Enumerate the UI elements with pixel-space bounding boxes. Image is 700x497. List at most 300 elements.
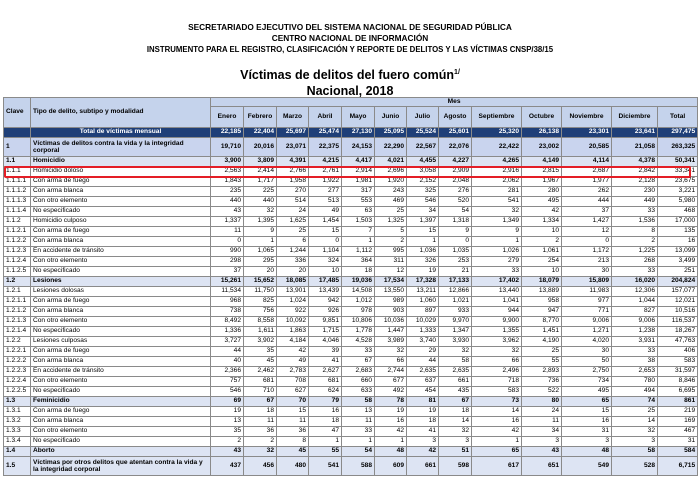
row-total-cell: 47,763 <box>658 337 698 347</box>
row-clave <box>4 128 31 138</box>
row-month-cell: 1,922 <box>309 177 342 187</box>
row-clave: 1.2 <box>4 277 31 287</box>
table-row <box>4 197 698 207</box>
row-month-cell: 74 <box>612 397 658 407</box>
row-month-cell: 4,227 <box>439 157 472 167</box>
row-month-cell: 18 <box>309 417 342 427</box>
table-row <box>4 247 698 257</box>
row-month-cell: 1,625 <box>277 217 309 227</box>
row-month-cell: 37 <box>562 207 612 217</box>
row-month-cell: 1 <box>472 237 522 247</box>
row-month-cell: 22,404 <box>244 128 277 138</box>
row-month-cell: 1,333 <box>407 327 439 337</box>
row-month-cell: 1,611 <box>244 327 277 337</box>
row-month-cell: 1,717 <box>244 177 277 187</box>
row-month-cell: 336 <box>277 257 309 267</box>
row-total-cell: 406 <box>658 347 698 357</box>
table-row <box>4 157 698 167</box>
row-month-cell: 736 <box>522 377 562 387</box>
table-row <box>4 407 698 417</box>
row-month-cell: 324 <box>309 257 342 267</box>
row-month-cell: 19 <box>211 407 244 417</box>
row-month-cell: 710 <box>244 387 277 397</box>
row-month-cell: 1,065 <box>244 247 277 257</box>
row-month-cell: 47 <box>309 427 342 437</box>
row-month-cell: 2,462 <box>244 367 277 377</box>
row-month-cell: 1,536 <box>612 217 658 227</box>
row-clave: 1.3.2 <box>4 417 31 427</box>
row-month-cell: 49 <box>277 357 309 367</box>
row-month-cell: 549 <box>562 457 612 476</box>
row-clave: 1 <box>4 138 31 157</box>
row-month-cell: 1,325 <box>375 217 407 227</box>
row-description: Con arma de fuego <box>31 297 211 307</box>
row-total-cell: 468 <box>658 207 698 217</box>
row-month-cell: 20,585 <box>562 138 612 157</box>
row-total-cell: 8,846 <box>658 377 698 387</box>
row-month-cell: 553 <box>342 197 375 207</box>
row-month-cell: 2,687 <box>562 167 612 177</box>
row-month-cell: 528 <box>612 457 658 476</box>
row-month-cell: 311 <box>375 257 407 267</box>
row-month-cell: 495 <box>522 197 562 207</box>
row-month-cell: 1,337 <box>211 217 244 227</box>
row-total-cell: 18,267 <box>658 327 698 337</box>
row-month-cell: 469 <box>375 197 407 207</box>
row-month-cell: 7 <box>342 227 375 237</box>
row-month-cell: 11,983 <box>562 287 612 297</box>
row-month-cell: 1 <box>407 237 439 247</box>
row-month-cell: 43 <box>211 447 244 457</box>
row-month-cell: 1,172 <box>562 247 612 257</box>
row-month-cell: 49 <box>309 207 342 217</box>
row-month-cell: 35 <box>211 427 244 437</box>
row-month-cell: 2,683 <box>342 367 375 377</box>
row-description: Lesiones culposas <box>31 337 211 347</box>
row-month-cell: 20 <box>277 267 309 277</box>
row-month-cell: 34 <box>407 207 439 217</box>
row-month-cell: 449 <box>612 197 658 207</box>
row-month-cell: 43 <box>211 207 244 217</box>
row-month-cell: 1,447 <box>375 327 407 337</box>
row-month-cell: 30 <box>562 347 612 357</box>
row-month-cell: 1,843 <box>211 177 244 187</box>
row-clave: 1.2.2.1 <box>4 347 31 357</box>
row-month-cell: 78 <box>375 397 407 407</box>
row-month-cell: 32 <box>244 207 277 217</box>
row-month-cell: 2,750 <box>562 367 612 377</box>
row-month-cell: 541 <box>309 457 342 476</box>
row-month-cell: 66 <box>472 357 522 367</box>
row-month-cell: 42 <box>407 447 439 457</box>
row-month-cell: 3 <box>522 437 562 447</box>
row-month-cell: 9,900 <box>472 317 522 327</box>
row-month-cell: 9,006 <box>612 317 658 327</box>
row-month-cell: 262 <box>562 187 612 197</box>
row-month-cell: 69 <box>211 397 244 407</box>
row-month-cell: 8,770 <box>522 317 562 327</box>
row-month-cell: 926 <box>309 307 342 317</box>
row-month-cell: 2,815 <box>522 167 562 177</box>
row-month-cell: 22,422 <box>472 138 522 157</box>
row-month-cell: 58 <box>342 397 375 407</box>
month-header: Noviembre <box>562 107 612 128</box>
row-month-cell: 23,641 <box>612 128 658 138</box>
row-month-cell: 17,402 <box>472 277 522 287</box>
row-description: Con arma de fuego <box>31 347 211 357</box>
row-month-cell: 325 <box>407 187 439 197</box>
row-total-cell: 23,675 <box>658 177 698 187</box>
row-month-cell: 520 <box>439 197 472 207</box>
row-month-cell: 58 <box>439 357 472 367</box>
row-month-cell: 933 <box>439 307 472 317</box>
row-month-cell: 10,036 <box>375 317 407 327</box>
row-month-cell: 27,130 <box>342 128 375 138</box>
row-month-cell: 2,128 <box>612 177 658 187</box>
row-description: No especificado <box>31 207 211 217</box>
row-month-cell: 65 <box>562 397 612 407</box>
row-month-cell: 18 <box>407 417 439 427</box>
row-month-cell: 18,079 <box>522 277 562 287</box>
row-month-cell: 1,981 <box>342 177 375 187</box>
row-month-cell: 23,301 <box>562 128 612 138</box>
row-month-cell: 18 <box>439 407 472 417</box>
month-header: Octubre <box>522 107 562 128</box>
row-month-cell: 10,806 <box>342 317 375 327</box>
row-month-cell: 827 <box>612 307 658 317</box>
row-month-cell: 494 <box>612 387 658 397</box>
row-month-cell: 2,914 <box>342 167 375 177</box>
row-month-cell: 771 <box>562 307 612 317</box>
row-month-cell: 12 <box>562 227 612 237</box>
row-total-cell: 297,475 <box>658 128 698 138</box>
row-month-cell: 54 <box>342 447 375 457</box>
row-total-cell: 169 <box>658 417 698 427</box>
row-month-cell: 38 <box>612 357 658 367</box>
row-month-cell: 444 <box>562 197 612 207</box>
row-month-cell: 583 <box>472 387 522 397</box>
row-month-cell: 12,866 <box>439 287 472 297</box>
row-description: Con arma de fuego <box>31 177 211 187</box>
table-row <box>4 367 698 377</box>
row-month-cell: 25 <box>612 407 658 417</box>
row-month-cell: 15 <box>277 407 309 417</box>
row-month-cell: 1,061 <box>522 247 562 257</box>
row-month-cell: 756 <box>244 307 277 317</box>
row-month-cell: 738 <box>211 307 244 317</box>
row-total-cell: 861 <box>658 397 698 407</box>
row-month-cell: 588 <box>342 457 375 476</box>
row-month-cell: 2,744 <box>375 367 407 377</box>
row-description: Aborto <box>31 447 211 457</box>
row-month-cell: 3 <box>612 437 658 447</box>
row-month-cell: 63 <box>342 207 375 217</box>
row-month-cell: 20,016 <box>244 138 277 157</box>
row-total-cell: 219 <box>658 407 698 417</box>
header-agency: SECRETARIADO EJECUTIVO DEL SISTEMA NACIONAL DE SEGURIDAD PÚBLICA <box>188 22 512 32</box>
row-month-cell: 25,320 <box>472 128 522 138</box>
row-month-cell: 4,417 <box>342 157 375 167</box>
table-row <box>4 327 698 337</box>
row-clave: 1.3 <box>4 397 31 407</box>
row-clave: 1.5 <box>4 457 31 476</box>
row-month-cell: 440 <box>244 197 277 207</box>
row-clave: 1.2.1 <box>4 287 31 297</box>
row-clave: 1.1.2.2 <box>4 237 31 247</box>
row-month-cell: 624 <box>309 387 342 397</box>
row-month-cell: 270 <box>277 187 309 197</box>
row-month-cell: 33 <box>612 347 658 357</box>
row-total-cell: 3,221 <box>658 187 698 197</box>
row-description: Lesiones <box>31 277 211 287</box>
row-month-cell: 17,133 <box>439 277 472 287</box>
row-month-cell: 4,149 <box>522 157 562 167</box>
row-month-cell: 1 <box>342 237 375 247</box>
month-header: Febrero <box>244 107 277 128</box>
row-description: Homicidio <box>31 157 211 167</box>
row-month-cell: 2,048 <box>439 177 472 187</box>
row-month-cell: 2,893 <box>522 367 562 377</box>
row-month-cell: 903 <box>375 307 407 317</box>
row-month-cell: 661 <box>439 377 472 387</box>
row-month-cell: 25,474 <box>309 128 342 138</box>
row-month-cell: 2,062 <box>472 177 522 187</box>
row-month-cell: 1,026 <box>472 247 522 257</box>
row-month-cell: 15,809 <box>562 277 612 287</box>
row-month-cell: 33 <box>472 267 522 277</box>
row-month-cell: 2 <box>375 237 407 247</box>
row-month-cell: 0 <box>562 237 612 247</box>
row-total-cell: 6,695 <box>658 387 698 397</box>
month-header: Agosto <box>439 107 472 128</box>
row-clave: 1.2.1.3 <box>4 317 31 327</box>
header-center: CENTRO NACIONAL DE INFORMACIÓN <box>271 33 429 43</box>
row-month-cell: 8 <box>612 227 658 237</box>
row-month-cell: 42 <box>472 427 522 437</box>
row-month-cell: 1,778 <box>342 327 375 337</box>
row-month-cell: 495 <box>562 387 612 397</box>
row-month-cell: 9,851 <box>309 317 342 327</box>
row-month-cell: 2,653 <box>612 367 658 377</box>
row-clave: 1.2.2.4 <box>4 377 31 387</box>
row-month-cell: 10,092 <box>277 317 309 327</box>
row-month-cell: 0 <box>309 237 342 247</box>
table-row <box>4 387 698 397</box>
row-month-cell: 45 <box>277 447 309 457</box>
row-total-cell: 17,000 <box>658 217 698 227</box>
month-header: Abril <box>309 107 342 128</box>
row-month-cell: 22,290 <box>375 138 407 157</box>
row-month-cell: 4,528 <box>342 337 375 347</box>
row-month-cell: 79 <box>309 397 342 407</box>
row-month-cell: 1,225 <box>612 247 658 257</box>
row-total-cell: 31,597 <box>658 367 698 377</box>
row-month-cell: 4,215 <box>309 157 342 167</box>
table-row <box>4 128 698 138</box>
row-month-cell: 326 <box>407 257 439 267</box>
row-clave: 1.2.1.2 <box>4 307 31 317</box>
row-clave: 1.3.3 <box>4 427 31 437</box>
table-row <box>4 237 698 247</box>
row-month-cell: 633 <box>342 387 375 397</box>
row-month-cell: 37 <box>211 267 244 277</box>
row-month-cell: 718 <box>472 377 522 387</box>
tipo-header: Tipo de delito, subtipo y modalidad <box>31 98 211 128</box>
row-month-cell: 25,524 <box>407 128 439 138</box>
row-month-cell: 2,766 <box>277 167 309 177</box>
row-month-cell: 13,440 <box>472 287 522 297</box>
row-month-cell: 627 <box>277 387 309 397</box>
row-month-cell: 13 <box>342 407 375 417</box>
row-month-cell: 22,567 <box>407 138 439 157</box>
row-month-cell: 995 <box>375 247 407 257</box>
row-month-cell: 1 <box>309 437 342 447</box>
row-month-cell: 977 <box>562 297 612 307</box>
table-row <box>4 377 698 387</box>
row-month-cell: 20 <box>244 267 277 277</box>
row-month-cell: 922 <box>277 307 309 317</box>
row-month-cell: 2,627 <box>309 367 342 377</box>
table-row <box>4 337 698 347</box>
row-month-cell: 33 <box>342 427 375 437</box>
row-month-cell: 546 <box>211 387 244 397</box>
row-clave: 1.1.1.3 <box>4 197 31 207</box>
row-description: Con arma de fuego <box>31 407 211 417</box>
row-month-cell: 1,347 <box>439 327 472 337</box>
report-title <box>0 68 700 82</box>
month-header: Mayo <box>342 107 375 128</box>
row-month-cell: 2,414 <box>244 167 277 177</box>
row-month-cell: 295 <box>244 257 277 267</box>
table-row <box>4 287 698 297</box>
row-month-cell: 31 <box>562 427 612 437</box>
row-total-cell: 6,715 <box>658 457 698 476</box>
row-month-cell: 1,395 <box>244 217 277 227</box>
row-month-cell: 989 <box>375 297 407 307</box>
row-month-cell: 1,104 <box>309 247 342 257</box>
row-month-cell: 456 <box>244 457 277 476</box>
row-month-cell: 4,190 <box>522 337 562 347</box>
row-month-cell: 13,439 <box>309 287 342 297</box>
row-month-cell: 67 <box>439 397 472 407</box>
header-instrument: INSTRUMENTO PARA EL REGISTRO, CLASIFICACIÓN Y REPORTE DE DELITOS Y LAS VÍCTIMAS CNSP/38/15 <box>146 45 554 54</box>
row-month-cell: 6 <box>277 237 309 247</box>
row-clave: 1.2.2 <box>4 337 31 347</box>
row-month-cell: 25,697 <box>277 128 309 138</box>
row-description: En accidente de tránsito <box>31 367 211 377</box>
row-month-cell: 55 <box>522 357 562 367</box>
row-month-cell: 32 <box>612 427 658 437</box>
row-description: No especificado <box>31 267 211 277</box>
row-month-cell: 11,534 <box>211 287 244 297</box>
row-description: Homicidio doloso <box>31 167 211 177</box>
row-month-cell: 16 <box>375 417 407 427</box>
row-description: Víctimas de delitos contra la vida y la integridad corporal <box>31 138 211 157</box>
row-month-cell: 1,397 <box>407 217 439 227</box>
row-clave: 1.1.2.1 <box>4 227 31 237</box>
row-description: Lesiones dolosas <box>31 287 211 297</box>
row-month-cell: 8,492 <box>211 317 244 327</box>
row-month-cell: 277 <box>309 187 342 197</box>
row-month-cell: 29 <box>407 347 439 357</box>
row-month-cell: 16 <box>472 417 522 427</box>
row-month-cell: 3,962 <box>472 337 522 347</box>
table-row <box>4 267 698 277</box>
victims-table <box>3 97 698 476</box>
row-month-cell: 522 <box>522 387 562 397</box>
row-month-cell: 17,534 <box>375 277 407 287</box>
row-month-cell: 598 <box>439 457 472 476</box>
row-month-cell: 661 <box>407 457 439 476</box>
row-month-cell: 1,336 <box>211 327 244 337</box>
table-row <box>4 317 698 327</box>
row-clave: 1.2.2.5 <box>4 387 31 397</box>
row-month-cell: 11 <box>244 417 277 427</box>
row-month-cell: 897 <box>407 307 439 317</box>
month-header: Septiembre <box>472 107 522 128</box>
row-month-cell: 225 <box>244 187 277 197</box>
row-month-cell: 9 <box>439 227 472 237</box>
row-month-cell: 276 <box>439 187 472 197</box>
row-month-cell: 1,427 <box>562 217 612 227</box>
row-month-cell: 1,238 <box>612 327 658 337</box>
row-month-cell: 15,261 <box>211 277 244 287</box>
row-month-cell: 15,652 <box>244 277 277 287</box>
row-month-cell: 2 <box>211 437 244 447</box>
row-month-cell: 253 <box>439 257 472 267</box>
row-description: Con arma blanca <box>31 357 211 367</box>
row-month-cell: 32 <box>439 427 472 437</box>
row-description: No especificado <box>31 437 211 447</box>
row-month-cell: 9 <box>244 227 277 237</box>
row-month-cell: 51 <box>439 447 472 457</box>
row-month-cell: 2,635 <box>439 367 472 377</box>
row-total-cell: 584 <box>658 447 698 457</box>
month-header: Diciembre <box>612 107 658 128</box>
row-month-cell: 4,020 <box>562 337 612 347</box>
row-month-cell: 1,036 <box>407 247 439 257</box>
row-month-cell: 1,977 <box>562 177 612 187</box>
row-month-cell: 33 <box>342 347 375 357</box>
row-total-cell: 583 <box>658 357 698 367</box>
table-row <box>4 257 698 267</box>
row-clave: 1.3.4 <box>4 437 31 447</box>
row-month-cell: 1 <box>375 437 407 447</box>
row-total-cell: 135 <box>658 227 698 237</box>
row-description: Con otro elemento <box>31 427 211 437</box>
row-month-cell: 43 <box>522 447 562 457</box>
row-description: No especificado <box>31 327 211 337</box>
row-month-cell: 15 <box>562 407 612 417</box>
row-month-cell: 440 <box>211 197 244 207</box>
table-row <box>4 167 698 177</box>
row-month-cell: 24 <box>522 407 562 417</box>
row-month-cell: 18 <box>244 407 277 417</box>
row-month-cell: 11 <box>211 227 244 237</box>
row-description: Víctimas por otros delitos que atentan contra la vida y la integridad corporal <box>31 457 211 476</box>
row-month-cell: 9,970 <box>439 317 472 327</box>
row-month-cell: 21 <box>439 267 472 277</box>
row-total-cell: 157,077 <box>658 287 698 297</box>
row-total-cell: 467 <box>658 427 698 437</box>
row-month-cell: 513 <box>309 197 342 207</box>
table-row <box>4 447 698 457</box>
row-month-cell: 32 <box>472 207 522 217</box>
row-clave: 1.1.1 <box>4 167 31 177</box>
row-month-cell: 2,635 <box>407 367 439 377</box>
row-month-cell: 42 <box>277 347 309 357</box>
row-month-cell: 958 <box>522 297 562 307</box>
